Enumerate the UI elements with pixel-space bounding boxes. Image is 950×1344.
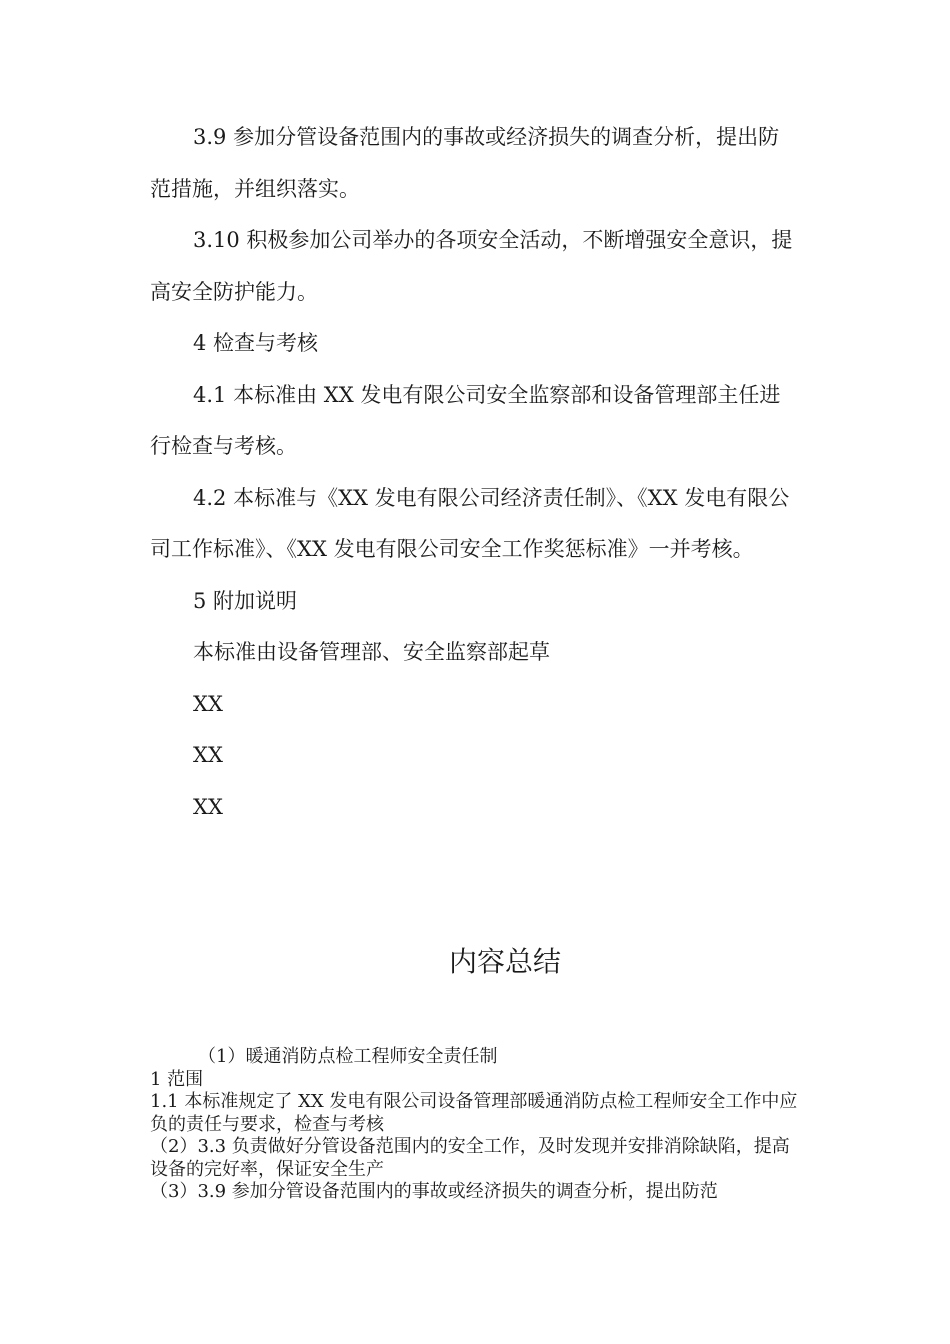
summary-line: 1 范围: [150, 1068, 204, 1090]
paragraph-drafter: 本标准由设备管理部、安全监察部起草: [193, 640, 550, 664]
summary-title: 内容总结: [448, 945, 561, 978]
paragraph-4-2: 4.2 本标准与《XX 发电有限公司经济责任制》、《XX 发电有限公司工作标准》、《XX 发电有限公司安全工作奖惩标准》一并考核。: [150, 485, 790, 561]
document-body: [150, 112, 800, 833]
summary-line: （2）3.3 负责做好分管设备范围内的安全工作，及时发现并安排消除缺陷，提高设备的完好率，保证安全生产: [150, 1136, 790, 1180]
paragraph-4-1: 4.1 本标准由 XX 发电有限公司安全监察部和设备管理部主任进行检查与考核。: [150, 382, 781, 458]
summary-line: 1.1 本标准规定了 XX 发电有限公司设备管理部暖通消防点检工程师安全工作中应负的责任与要求，检查与考核: [150, 1091, 798, 1135]
summary-item-title: （1）暖通消防点检工程师安全责任制: [198, 1046, 498, 1067]
placeholder-line: XX: [193, 691, 223, 716]
placeholder-line: XX: [193, 743, 223, 767]
summary-line: （3）3.9 参加分管设备范围内的事故或经济损失的调查分析，提出防范: [150, 1181, 718, 1202]
paragraph-3-9: 3.9 参加分管设备范围内的事故或经济损失的调查分析，提出防范措施，并组织落实。: [150, 125, 780, 201]
summary-section: [150, 1046, 805, 1204]
section-heading-4: 4 检查与考核: [193, 331, 319, 355]
paragraph-3-10: 3.10 积极参加公司举办的各项安全活动，不断增强安全意识，提高安全防护能力。: [150, 228, 793, 304]
section-heading-5: 5 附加说明: [193, 588, 298, 613]
placeholder-line: XX: [193, 794, 223, 819]
